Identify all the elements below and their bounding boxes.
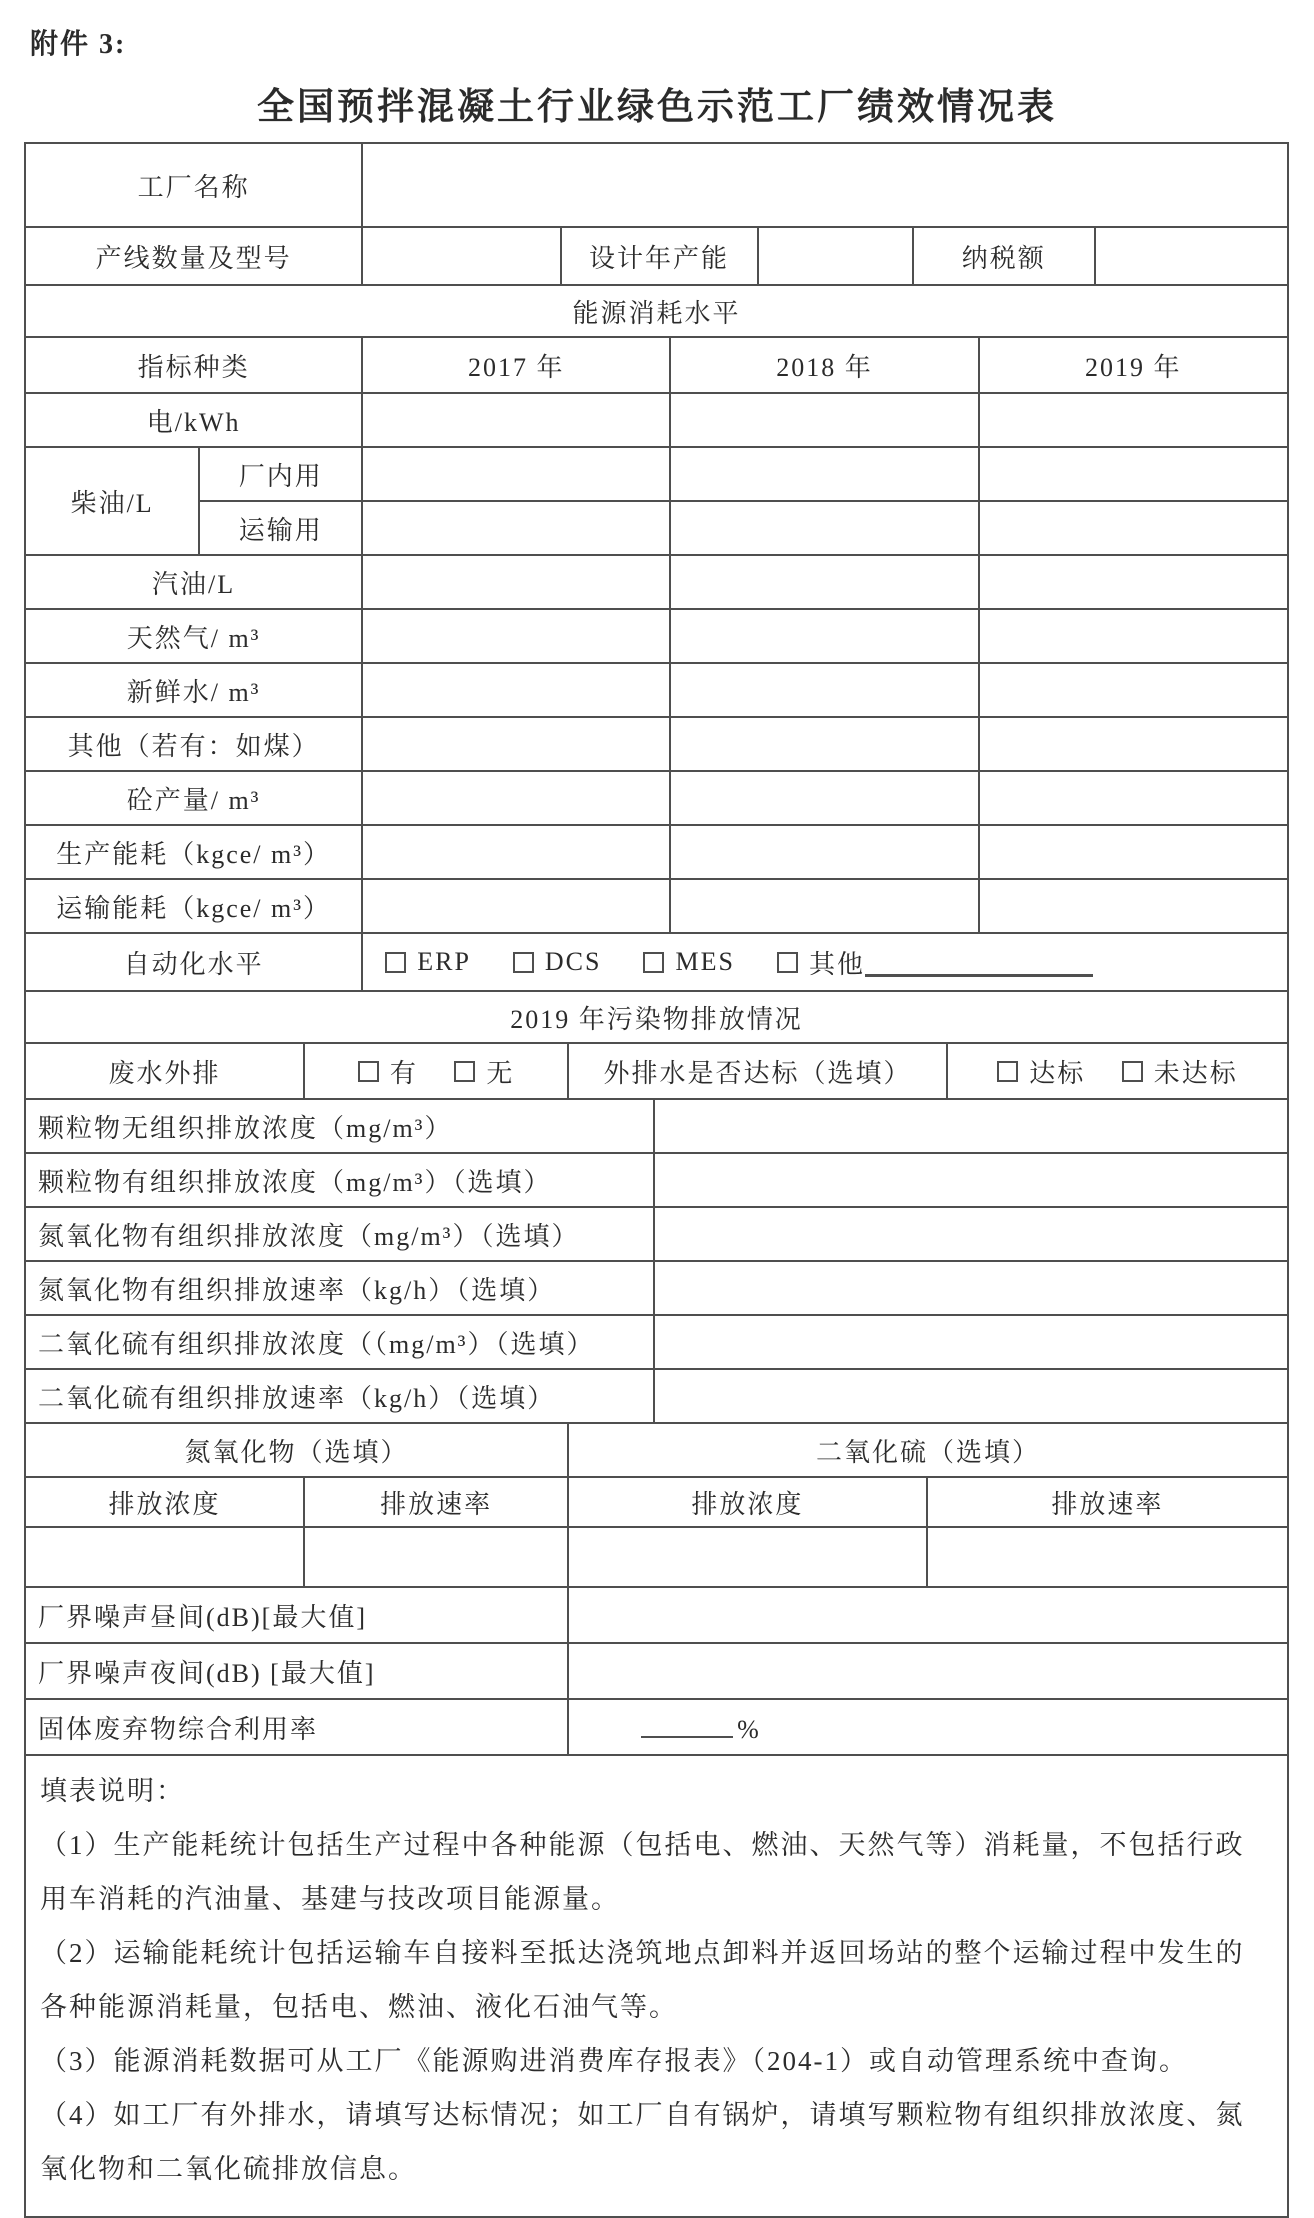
section-nox-so2-grid bbox=[24, 1476, 1289, 1588]
input-cell[interactable] bbox=[654, 1153, 1288, 1207]
input-cell[interactable] bbox=[979, 555, 1288, 609]
attachment-label: 附件 3: bbox=[30, 29, 127, 60]
input-cell[interactable] bbox=[654, 1261, 1288, 1315]
noise-night-label: 厂界噪声夜间(dB) [最大值] bbox=[25, 1643, 568, 1699]
diesel-transport-label: 运输用 bbox=[199, 501, 362, 555]
checkbox-mes[interactable] bbox=[643, 952, 664, 973]
so2-concentration-header: 排放浓度 bbox=[568, 1477, 927, 1527]
indicator-type-label: 指标种类 bbox=[25, 337, 362, 393]
production-line-label: 产线数量及型号 bbox=[25, 227, 362, 285]
input-cell[interactable] bbox=[979, 717, 1288, 771]
note-item-4: （4）如工厂有外排水，请填写达标情况；如工厂自有锅炉，请填写颗粒物有组织排放浓度、氮氧化物和二氧化硫排放信息。 bbox=[40, 2100, 1245, 2184]
input-cell[interactable] bbox=[25, 1527, 304, 1587]
input-cell[interactable] bbox=[979, 663, 1288, 717]
diesel-label: 柴油/L bbox=[25, 447, 199, 555]
wastewater-no-label: 无 bbox=[486, 1058, 515, 1088]
solid-waste-label: 固体废弃物综合利用率 bbox=[25, 1699, 568, 1755]
wastewater-label: 废水外排 bbox=[25, 1043, 304, 1099]
input-cell[interactable] bbox=[654, 1099, 1288, 1153]
section-wastewater bbox=[24, 1042, 1289, 1100]
nox-rate-label: 氮氧化物有组织排放速率（kg/h）（选填） bbox=[25, 1261, 654, 1315]
checkbox-noncompliant[interactable] bbox=[1122, 1061, 1143, 1082]
wastewater-yes-label: 有 bbox=[389, 1058, 418, 1088]
design-capacity-input-cell[interactable] bbox=[758, 227, 913, 285]
section-energy-rows bbox=[24, 554, 1289, 934]
noncompliant-label: 未达标 bbox=[1153, 1058, 1238, 1088]
input-cell[interactable] bbox=[568, 1643, 1288, 1699]
input-cell[interactable] bbox=[670, 393, 978, 447]
automation-option-label: ERP bbox=[417, 947, 471, 976]
note-item-3: （3）能源消耗数据可从工厂《能源购进消费库存报表》（204-1）或自动管理系统中查询。 bbox=[40, 2046, 1188, 2076]
page-title: 全国预拌混凝土行业绿色示范工厂绩效情况表 bbox=[257, 87, 1057, 128]
input-cell[interactable] bbox=[670, 771, 978, 825]
form-table bbox=[24, 142, 1289, 2218]
section-energy-header bbox=[24, 284, 1289, 338]
checkbox-wastewater-no[interactable] bbox=[454, 1061, 475, 1082]
gasoline-label: 汽油/L bbox=[25, 555, 362, 609]
notes-title: 填表说明： bbox=[40, 1776, 185, 1806]
tax-label: 纳税额 bbox=[913, 227, 1095, 285]
checkbox-dcs[interactable] bbox=[513, 952, 534, 973]
input-cell[interactable] bbox=[362, 825, 670, 879]
solid-waste-input-cell[interactable] bbox=[568, 1699, 1288, 1755]
pm-organized-label: 颗粒物有组织排放浓度（mg/m³）（选填） bbox=[25, 1153, 654, 1207]
section-noise-solid bbox=[24, 1586, 1289, 1756]
input-cell[interactable] bbox=[362, 717, 670, 771]
factory-name-input-cell[interactable] bbox=[362, 143, 1288, 227]
input-cell[interactable] bbox=[979, 393, 1288, 447]
diesel-plant-label: 厂内用 bbox=[199, 447, 362, 501]
input-cell[interactable] bbox=[979, 879, 1288, 933]
section-factory-name bbox=[24, 142, 1289, 228]
pollution-section-header: 2019 年污染物排放情况 bbox=[25, 991, 1288, 1043]
fresh-water-label: 新鲜水/ m³ bbox=[25, 663, 362, 717]
input-cell[interactable] bbox=[362, 609, 670, 663]
so2-group-header: 二氧化硫（选填） bbox=[568, 1423, 1288, 1477]
input-cell[interactable] bbox=[654, 1207, 1288, 1261]
tax-input-cell[interactable] bbox=[1095, 227, 1288, 285]
automation-option-label: MES bbox=[675, 947, 735, 976]
wastewater-choice-cell bbox=[304, 1043, 568, 1099]
checkbox-other[interactable] bbox=[777, 952, 798, 973]
input-cell[interactable] bbox=[670, 879, 978, 933]
input-cell[interactable] bbox=[362, 501, 670, 555]
input-cell[interactable] bbox=[362, 447, 670, 501]
input-cell[interactable] bbox=[670, 717, 978, 771]
section-pollution-header bbox=[24, 990, 1289, 1044]
automation-option-label: DCS bbox=[544, 947, 602, 976]
other-fill-line[interactable] bbox=[865, 948, 1093, 977]
compliance-choice-cell bbox=[947, 1043, 1288, 1099]
input-cell[interactable] bbox=[362, 879, 670, 933]
input-cell[interactable] bbox=[979, 609, 1288, 663]
nox-concentration-header: 排放浓度 bbox=[25, 1477, 304, 1527]
notes-block bbox=[24, 1754, 1289, 2218]
input-cell[interactable] bbox=[670, 501, 978, 555]
checkbox-compliant[interactable] bbox=[997, 1061, 1018, 1082]
input-cell[interactable] bbox=[670, 609, 978, 663]
input-cell[interactable] bbox=[979, 447, 1288, 501]
input-cell[interactable] bbox=[304, 1527, 568, 1587]
nox-group-header: 氮氧化物（选填） bbox=[25, 1423, 568, 1477]
section-basic-info bbox=[24, 226, 1289, 286]
nox-concentration-label: 氮氧化物有组织排放浓度（mg/m³）（选填） bbox=[25, 1207, 654, 1261]
design-capacity-label: 设计年产能 bbox=[561, 227, 758, 285]
section-diesel bbox=[24, 446, 1289, 556]
input-cell[interactable] bbox=[362, 771, 670, 825]
note-item-1: （1）生产能耗统计包括生产过程中各种能源（包括电、燃油、天然气等）消耗量，不包括行政用车消耗的汽油量、基建与技改项目能源量。 bbox=[40, 1830, 1245, 1914]
so2-concentration-label: 二氧化硫有组织排放浓度（（mg/m³）（选填） bbox=[25, 1315, 654, 1369]
natural-gas-label: 天然气/ m³ bbox=[25, 609, 362, 663]
note-item-2: （2）运输能耗统计包括运输车自接料至抵达浇筑地点卸料并返回场站的整个运输过程中发生的各种能源消耗量，包括电、燃油、液化石油气等。 bbox=[40, 1938, 1245, 2022]
concrete-output-label: 砼产量/ m³ bbox=[25, 771, 362, 825]
nox-rate-header: 排放速率 bbox=[304, 1477, 568, 1527]
other-energy-label: 其他（若有：如煤） bbox=[25, 717, 362, 771]
input-cell[interactable] bbox=[362, 663, 670, 717]
input-cell[interactable] bbox=[979, 501, 1288, 555]
input-cell[interactable] bbox=[654, 1315, 1288, 1369]
checkbox-wastewater-yes[interactable] bbox=[358, 1061, 379, 1082]
input-cell[interactable] bbox=[670, 447, 978, 501]
automation-options bbox=[367, 944, 1283, 981]
year-2019-header: 2019 年 bbox=[979, 337, 1288, 393]
production-line-input-cell[interactable] bbox=[362, 227, 560, 285]
energy-section-header: 能源消耗水平 bbox=[25, 285, 1288, 337]
so2-rate-label: 二氧化硫有组织排放速率（kg/h）（选填） bbox=[25, 1369, 654, 1423]
year-2018-header: 2018 年 bbox=[670, 337, 978, 393]
input-cell[interactable] bbox=[568, 1587, 1288, 1643]
input-cell[interactable] bbox=[670, 825, 978, 879]
compliant-label: 达标 bbox=[1029, 1058, 1086, 1088]
section-emission-rows bbox=[24, 1098, 1289, 1424]
input-cell[interactable] bbox=[670, 663, 978, 717]
fill-line[interactable] bbox=[641, 1710, 733, 1738]
input-cell[interactable] bbox=[362, 555, 670, 609]
checkbox-erp[interactable] bbox=[385, 952, 406, 973]
year-2017-header: 2017 年 bbox=[362, 337, 670, 393]
input-cell[interactable] bbox=[927, 1527, 1288, 1587]
input-cell[interactable] bbox=[654, 1369, 1288, 1423]
percent-unit: % bbox=[737, 1714, 761, 1744]
electricity-label: 电/kWh bbox=[25, 393, 362, 447]
input-cell[interactable] bbox=[979, 825, 1288, 879]
section-automation bbox=[24, 932, 1289, 992]
automation-label: 自动化水平 bbox=[25, 933, 362, 991]
production-energy-label: 生产能耗（kgce/ m³） bbox=[25, 825, 362, 879]
input-cell[interactable] bbox=[670, 555, 978, 609]
so2-rate-header: 排放速率 bbox=[927, 1477, 1288, 1527]
automation-option-label: 其他 bbox=[808, 949, 865, 979]
input-cell[interactable] bbox=[362, 393, 670, 447]
transport-energy-label: 运输能耗（kgce/ m³） bbox=[25, 879, 362, 933]
input-cell[interactable] bbox=[979, 771, 1288, 825]
section-nox-so2-headers bbox=[24, 1422, 1289, 1478]
input-cell[interactable] bbox=[568, 1527, 927, 1587]
factory-name-label: 工厂名称 bbox=[25, 143, 362, 227]
pm-fugitive-label: 颗粒物无组织排放浓度（mg/m³） bbox=[25, 1099, 654, 1153]
compliance-label: 外排水是否达标（选填） bbox=[568, 1043, 947, 1099]
section-energy-years bbox=[24, 336, 1289, 448]
noise-day-label: 厂界噪声昼间(dB)[最大值] bbox=[25, 1587, 568, 1643]
